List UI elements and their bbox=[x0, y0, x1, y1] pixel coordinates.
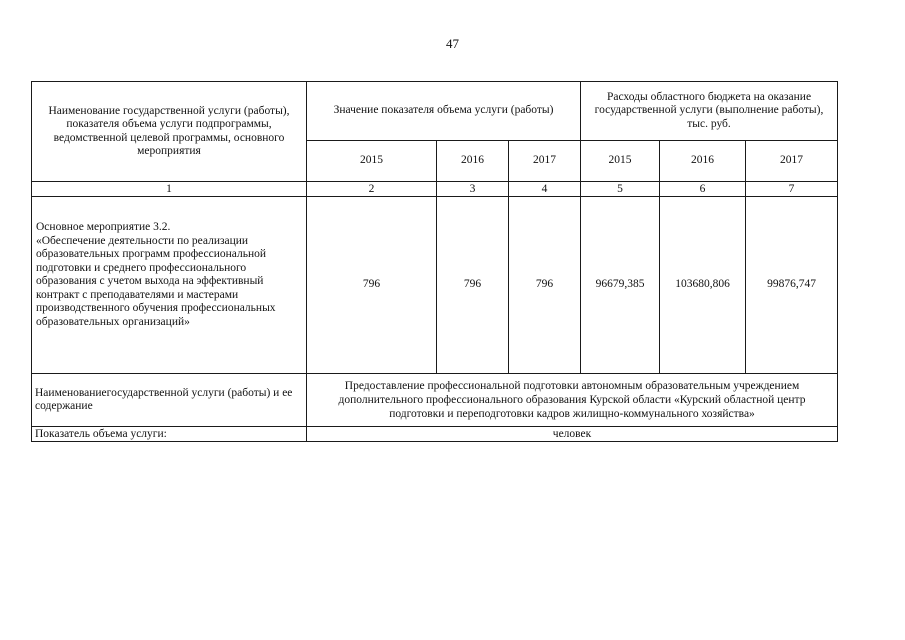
header-expense-title: Расходы областного бюджета на оказание государственной услуги (выполнение работы), bbox=[594, 90, 824, 117]
service-content: Предоставление профессиональной подготовки автономным образовательным учреждением дополнительного профессионального образования Курской области «Курский областной центр подготовки и переподготовки кадров жилищно-коммунального хозяйства» bbox=[307, 374, 838, 427]
header-volume-group: Значение показателя объема услуги (работы) bbox=[307, 82, 581, 141]
table-row-service bbox=[32, 374, 838, 427]
column-number: 1 bbox=[32, 182, 307, 197]
column-number: 6 bbox=[660, 182, 746, 197]
indicator-label: Показатель объема услуги: bbox=[32, 427, 307, 442]
column-number: 5 bbox=[581, 182, 660, 197]
volume-value-2016: 796 bbox=[437, 197, 509, 374]
main-activity-cell bbox=[32, 197, 307, 374]
header-row-groups bbox=[32, 82, 838, 141]
header-year-volume-1: 2015 bbox=[307, 141, 437, 182]
expense-value-2015: 96679,385 bbox=[581, 197, 660, 374]
header-year-volume-3: 2017 bbox=[509, 141, 581, 182]
main-activity-description: «Обеспечение деятельности по реализации образовательных программ профессиональной подготовки и среднего профессионального образования с учетом выхода на эффективный контракт с преподавателями и мастерами производственного обучения профессиональных образовательных организаций» bbox=[36, 234, 276, 328]
page-number: 47 bbox=[446, 36, 459, 51]
header-year-volume-2: 2016 bbox=[437, 141, 509, 182]
expense-value-2017: 99876,747 bbox=[746, 197, 838, 374]
header-year-expense-3: 2017 bbox=[746, 141, 838, 182]
table-row-main-activity bbox=[32, 197, 838, 374]
column-number-row bbox=[32, 182, 838, 197]
indicator-value: человек bbox=[307, 427, 838, 442]
header-year-expense-2: 2016 bbox=[660, 141, 746, 182]
table-row-indicator bbox=[32, 427, 838, 442]
service-label: Наименованиегосударственной услуги (работы) и ее содержание bbox=[32, 374, 307, 427]
header-expense-group bbox=[581, 82, 838, 141]
volume-value-2015: 796 bbox=[307, 197, 437, 374]
column-number: 2 bbox=[307, 182, 437, 197]
column-number: 4 bbox=[509, 182, 581, 197]
header-expense-unit: тыс. руб. bbox=[687, 117, 731, 130]
header-name-column: Наименование государственной услуги (работы), показателя объема услуги подпрограммы, ведомственной целевой программы, основного мероприятия bbox=[32, 82, 307, 182]
volume-value-2017: 796 bbox=[509, 197, 581, 374]
expense-value-2016: 103680,806 bbox=[660, 197, 746, 374]
main-activity-title: Основное мероприятие 3.2. bbox=[36, 221, 171, 233]
budget-table bbox=[31, 81, 838, 442]
header-year-expense-1: 2015 bbox=[581, 141, 660, 182]
column-number: 3 bbox=[437, 182, 509, 197]
column-number: 7 bbox=[746, 182, 838, 197]
